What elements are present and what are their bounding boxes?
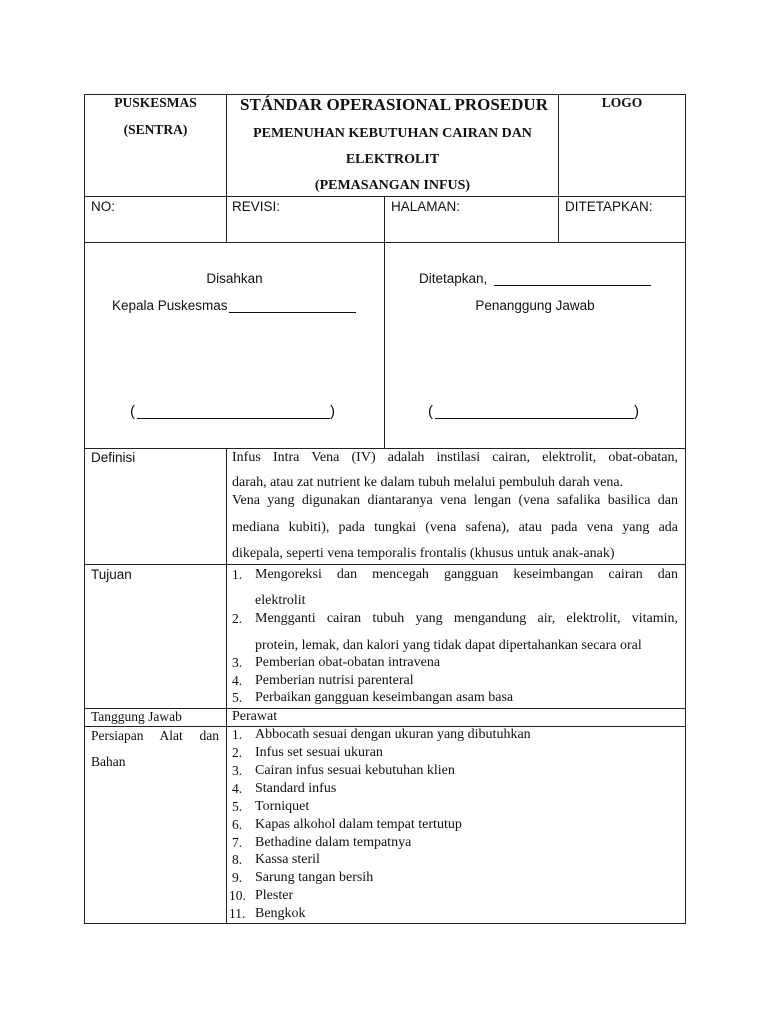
tujuan-item-5-num: 5. [232,690,243,705]
tanggung-jawab-label: Tanggung Jawab [91,709,182,724]
signature-right-paren-close: ) [634,403,639,420]
persiapan-item-11-num: 11. [229,906,246,921]
persiapan-item-5-text: Torniquet [255,799,310,814]
tujuan-item-2-num: 2. [232,611,243,626]
persiapan-item-3-num: 3. [232,763,243,778]
persiapan-item-7-text: Bethadine dalam tempatnya [255,835,412,850]
tujuan-item-5-text: Perbaikan gangguan keseimbangan asam basa [255,690,514,705]
signature-left-name-line [229,312,356,313]
definisi-line-3: Vena yang digunakan diantaranya vena lengan (vena safalika basilica dan [232,493,678,508]
meta-revisi-label: REVISI: [232,199,281,214]
persiapan-item-11-text: Bengkok [255,906,306,921]
persiapan-item-4-num: 4. [232,781,243,796]
persiapan-item-10-text: Plester [255,888,294,903]
definisi-line-5: dikepala, seperti vena temporalis frontalis (khusus untuk anak-anak) [232,546,615,561]
subtitle-line-2: ELEKTROLIT [345,152,440,167]
persiapan-label-line-1: Persiapan Alat dan [91,728,219,743]
persiapan-item-9-text: Sarung tangan bersih [255,870,374,885]
tujuan-item-2-line-2: protein, lemak, dan kalori yang tidak dapat dipertahankan secara oral [255,638,642,653]
tujuan-item-3-num: 3. [232,655,243,670]
persiapan-item-7-num: 7. [232,835,243,850]
meta-halaman-label: HALAMAN: [391,199,461,214]
signature-left-paren-open: ( [130,403,135,420]
definisi-line-4: mediana kubiti), pada tungkai (vena safena), atau pada vena yang ada [232,520,678,535]
signature-left-title: Disahkan [206,271,263,286]
tujuan-label-cell [84,564,227,709]
subtitle-line-3: (PEMASANGAN INFUS) [314,178,471,193]
org-sub: (SENTRA) [123,122,188,137]
org-name: PUSKESMAS [114,95,197,110]
persiapan-item-6-num: 6. [232,817,243,832]
persiapan-item-5-num: 5. [232,799,243,814]
signature-left-sign-line [137,418,330,419]
signature-right-sign-line [435,418,634,419]
persiapan-item-3-text: Cairan infus sesuai kebutuhan klien [255,763,455,778]
tujuan-item-1-line-1: Mengoreksi dan mencegah gangguan keseimbangan cairan dan [255,567,678,582]
persiapan-item-1-num: 1. [232,727,243,742]
tujuan-item-4-num: 4. [232,673,243,688]
definisi-line-1: Infus Intra Vena (IV) adalah instilasi cairan, elektrolit, obat-obatan, [232,450,678,465]
definisi-line-2: darah, atau zat nutrient ke dalam tubuh melalui pembuluh darah vena. [232,475,624,490]
tujuan-item-1-num: 1. [232,567,243,582]
persiapan-item-2-text: Infus set sesuai ukuran [255,745,383,760]
tanggung-jawab-value: Perawat [232,709,278,724]
tanggung-jawab-content-cell [226,708,686,727]
meta-ditetapkan-label: DITETAPKAN: [565,199,653,214]
signature-right-role: Penanggung Jawab [475,298,595,313]
signature-left-paren-close: ) [330,403,335,420]
page-title: STÁNDAR OPERASIONAL PROSEDUR [240,95,548,114]
tujuan-item-1-line-2: elektrolit [255,593,306,608]
persiapan-item-8-text: Kassa steril [255,852,320,867]
signature-right-paren-open: ( [428,403,433,420]
tujuan-item-2-line-1: Mengganti cairan tubuh yang mengandung air, elektrolit, vitamin, [255,611,678,626]
tujuan-label: Tujuan [91,567,132,582]
persiapan-item-2-num: 2. [232,745,243,760]
persiapan-item-4-text: Standard infus [255,781,337,796]
persiapan-item-6-text: Kapas alkohol dalam tempat tertutup [255,817,462,832]
signature-right-title: Ditetapkan, [419,271,488,286]
signature-left-role: Kepala Puskesmas [112,298,228,313]
signature-right-name-line [494,285,651,286]
persiapan-item-8-num: 8. [232,852,243,867]
persiapan-item-10-num: 10. [229,888,246,903]
definisi-label: Definisi [91,450,136,465]
definisi-label-cell [84,448,227,565]
persiapan-item-1-text: Abbocath sesuai dengan ukuran yang dibutuhkan [255,727,531,742]
logo-placeholder: LOGO [601,95,643,110]
persiapan-item-9-num: 9. [232,870,243,885]
tujuan-item-4-text: Pemberian nutrisi parenteral [255,673,414,688]
tujuan-item-3-text: Pemberian obat-obatan intravena [255,655,441,670]
meta-no-label: NO: [91,199,116,214]
subtitle-line-1: PEMENUHAN KEBUTUHAN CAIRAN DAN [253,126,532,141]
persiapan-label-line-2: Bahan [91,754,126,769]
